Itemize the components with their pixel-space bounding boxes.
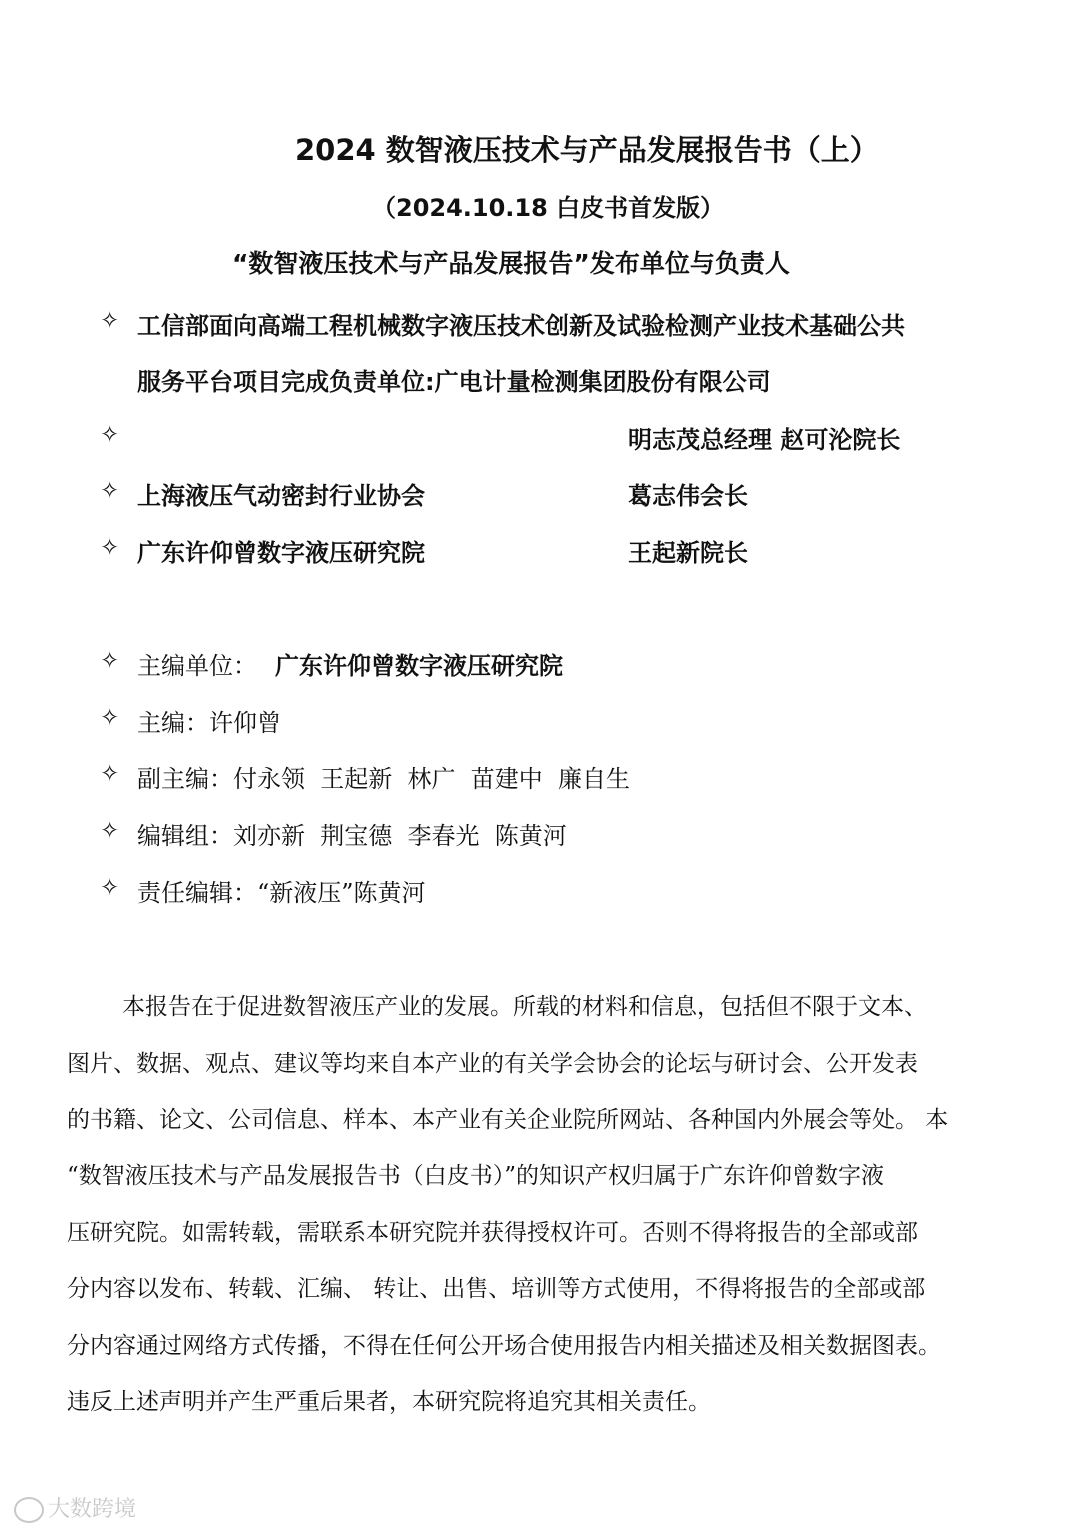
deputy-editors-label: 副主编： (137, 765, 233, 793)
diamond-bullet-icon: ✧ (100, 818, 120, 844)
diamond-bullet-icon: ✧ (100, 422, 120, 448)
editor-unit-value: 广东许仰曾数字液压研究院 (275, 652, 563, 680)
unit-1-line-2: 服务平台项目完成负责单位:广电计量检测集团股份有限公司 (137, 368, 771, 396)
unit-1-line-1: 工信部面向高端工程机械数字液压技术创新及试验检测产业技术基础公共 (137, 312, 905, 340)
section-heading: “数智液压技术与产品发展报告”发布单位与负责人 (232, 249, 790, 278)
diamond-bullet-icon: ✧ (100, 705, 120, 731)
diamond-bullet-icon: ✧ (100, 648, 120, 674)
paragraph-line: 违反上述声明并产生严重后果者，本研究院将追究其相关责任。 (67, 1389, 711, 1415)
paragraph-line: 本报告在于促进数智液压产业的发展。所载的材料和信息，包括但不限于文本、 (122, 994, 927, 1020)
paragraph-line: 分内容通过网络方式传播，不得在任何公开场合使用报告内相关描述及相关数据图表。 (67, 1333, 941, 1359)
watermark (14, 1492, 136, 1523)
diamond-bullet-icon: ✧ (100, 875, 120, 901)
unit-2-person: 明志茂总经理 赵可沦院长 (628, 426, 901, 454)
document-title: 2024 数智液压技术与产品发展报告书（上） (295, 133, 879, 167)
editorial-group (137, 816, 567, 851)
chief-editor (137, 703, 281, 738)
watermark-logo-icon (14, 1497, 44, 1523)
chief-editor-value: 许仰曾 (209, 709, 281, 737)
paragraph-line: 图片、数据、观点、建议等均来自本产业的有关学会协会的论坛与研讨会、公开发表 (67, 1051, 918, 1077)
unit-4-name: 广东许仰曾数字液压研究院 (137, 539, 425, 567)
deputy-editors-value: 付永领 王起新 林广 苗建中 廉自生 (233, 765, 631, 793)
responsible-editor-value: “新液压”陈黄河 (257, 879, 426, 907)
diamond-bullet-icon: ✧ (100, 535, 120, 561)
editor-unit (137, 646, 563, 681)
responsible-editor (137, 873, 426, 908)
paragraph-line: 压研究院。如需转载，需联系本研究院并获得授权许可。否则不得将报告的全部或部 (67, 1220, 918, 1246)
editorial-group-label: 编辑组： (137, 822, 233, 850)
unit-3-name: 上海液压气动密封行业协会 (137, 482, 425, 510)
paragraph-line: 的书籍、论文、公司信息、样本、本产业有关企业院所网站、各种国内外展会等处。 本 (67, 1107, 949, 1133)
diamond-bullet-icon: ✧ (100, 761, 120, 787)
unit-3-person: 葛志伟会长 (628, 482, 748, 510)
paragraph-line: 分内容以发布、转载、汇编、 转让、出售、培训等方式使用，不得将报告的全部或部 (67, 1276, 926, 1302)
responsible-editor-label: 责任编辑： (137, 879, 257, 907)
watermark-text: 大数跨境 (48, 1497, 137, 1522)
paragraph-line: “数智液压技术与产品发展报告书（白皮书）”的知识产权归属于广东许仰曾数字液 (67, 1163, 885, 1189)
editorial-group-value: 刘亦新 荆宝德 李春光 陈黄河 (233, 822, 567, 850)
unit-4-person: 王起新院长 (628, 539, 748, 567)
deputy-editors (137, 759, 630, 794)
editor-unit-label: 主编单位： (137, 652, 257, 680)
document-subtitle: （2024.10.18 白皮书首发版） (372, 194, 725, 222)
diamond-bullet-icon: ✧ (100, 308, 120, 334)
chief-editor-label: 主编： (137, 709, 209, 737)
diamond-bullet-icon: ✧ (100, 478, 120, 504)
